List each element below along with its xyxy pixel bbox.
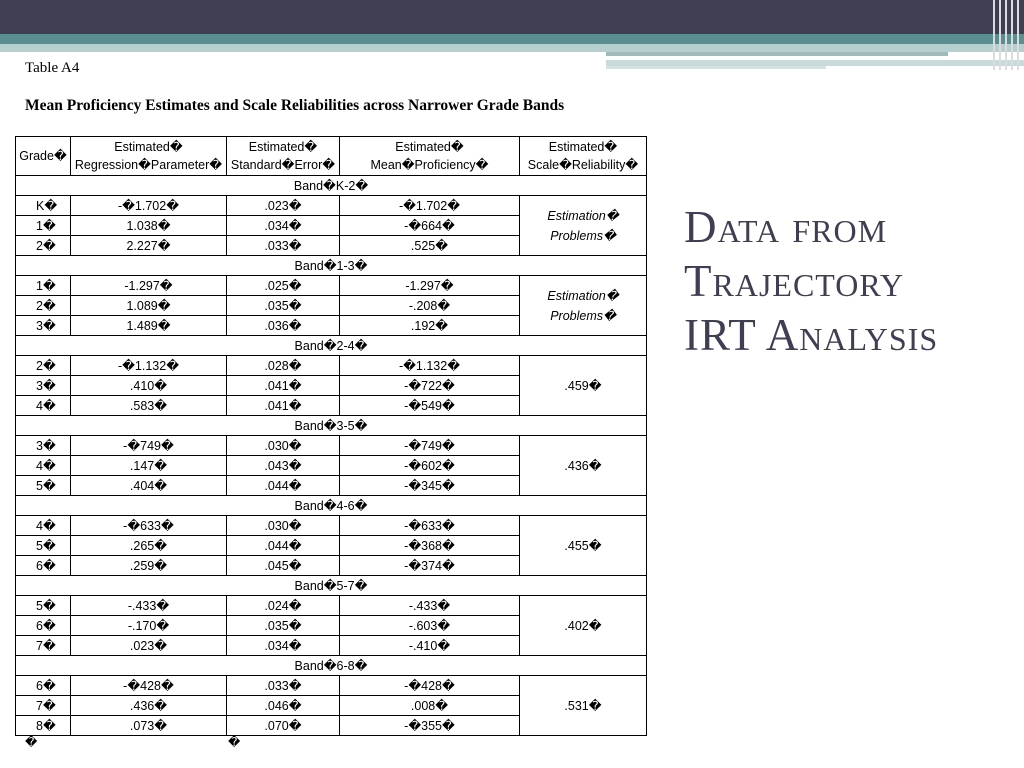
table-row (16, 276, 647, 296)
regression-cell: 1.489� (71, 316, 227, 336)
decor-vline (1005, 0, 1007, 70)
table-row (16, 516, 647, 536)
mean-proficiency-cell: -1.297� (340, 276, 520, 296)
grade-cell: K� (16, 196, 71, 216)
grade-cell: 3� (16, 436, 71, 456)
std-error-cell: .023� (227, 196, 340, 216)
regression-cell: -.433� (71, 596, 227, 616)
std-error-cell: .033� (227, 676, 340, 696)
header-cell: Estimated� Scale�Reliability� (520, 137, 647, 176)
grade-cell: 7� (16, 636, 71, 656)
std-error-cell: .035� (227, 296, 340, 316)
std-error-cell: .046� (227, 696, 340, 716)
reliability-cell: .436� (520, 436, 647, 496)
std-error-cell: .028� (227, 356, 340, 376)
std-error-cell: .034� (227, 216, 340, 236)
mean-proficiency-cell: -�722� (340, 376, 520, 396)
std-error-cell: .041� (227, 396, 340, 416)
regression-cell: .073� (71, 716, 227, 736)
decor-stripe (606, 66, 826, 69)
band-label: Band�2-4� (16, 336, 647, 356)
std-error-cell: .070� (227, 716, 340, 736)
std-error-cell: .041� (227, 376, 340, 396)
regression-cell: .436� (71, 696, 227, 716)
header-cell: Estimated� Standard�Error� (227, 137, 340, 176)
reliability-cell: .402� (520, 596, 647, 656)
regression-cell: -.170� (71, 616, 227, 636)
mean-proficiency-cell: .525� (340, 236, 520, 256)
grade-cell: 3� (16, 316, 71, 336)
table-row (16, 436, 647, 456)
band-label: Band�1-3� (16, 256, 647, 276)
regression-cell: .583� (71, 396, 227, 416)
header-light-stripe (0, 44, 1024, 52)
regression-cell: -�1.132� (71, 356, 227, 376)
grade-cell: 4� (16, 516, 71, 536)
mean-proficiency-cell: -�1.132� (340, 356, 520, 376)
band-label: Band�5-7� (16, 576, 647, 596)
mean-proficiency-cell: -.603� (340, 616, 520, 636)
grade-cell: 6� (16, 616, 71, 636)
reliability-cell: Estimation� Problems� (520, 196, 647, 256)
grade-cell: 6� (16, 676, 71, 696)
slide-title (684, 200, 1004, 362)
std-error-cell: .035� (227, 616, 340, 636)
grade-cell: 5� (16, 476, 71, 496)
regression-cell: .404� (71, 476, 227, 496)
std-error-cell: .024� (227, 596, 340, 616)
mean-proficiency-cell: .192� (340, 316, 520, 336)
mean-proficiency-cell: -.208� (340, 296, 520, 316)
band-row (16, 176, 647, 196)
regression-cell: -�1.702� (71, 196, 227, 216)
mean-proficiency-cell: -�749� (340, 436, 520, 456)
reliability-cell: Estimation� Problems� (520, 276, 647, 336)
band-label: Band�K-2� (16, 176, 647, 196)
std-error-cell: .034� (227, 636, 340, 656)
grade-cell: 4� (16, 456, 71, 476)
std-error-cell: .033� (227, 236, 340, 256)
footer-mark: � (228, 735, 241, 749)
regression-cell: .023� (71, 636, 227, 656)
mean-proficiency-cell: -�428� (340, 676, 520, 696)
std-error-cell: .036� (227, 316, 340, 336)
decor-stripe (606, 52, 948, 56)
regression-cell: .410� (71, 376, 227, 396)
regression-cell: 1.038� (71, 216, 227, 236)
mean-proficiency-cell: -�368� (340, 536, 520, 556)
mean-proficiency-cell: -�602� (340, 456, 520, 476)
regression-cell: 1.089� (71, 296, 227, 316)
std-error-cell: .044� (227, 536, 340, 556)
grade-cell: 2� (16, 356, 71, 376)
header-cell: Estimated� Regression�Parameter� (71, 137, 227, 176)
grade-cell: 4� (16, 396, 71, 416)
regression-cell: 2.227� (71, 236, 227, 256)
reliability-cell: .459� (520, 356, 647, 416)
header-accent-stripe (0, 34, 1024, 44)
mean-proficiency-cell: .008� (340, 696, 520, 716)
band-label: Band�4-6� (16, 496, 647, 516)
mean-proficiency-cell: -�549� (340, 396, 520, 416)
header-cell: Estimated� Mean�Proficiency� (340, 137, 520, 176)
grade-cell: 5� (16, 596, 71, 616)
table-caption: Table A4 (25, 60, 80, 76)
slide-title-line: Data from (684, 202, 888, 252)
regression-cell: -�428� (71, 676, 227, 696)
mean-proficiency-cell: -�355� (340, 716, 520, 736)
mean-proficiency-cell: -�1.702� (340, 196, 520, 216)
std-error-cell: .043� (227, 456, 340, 476)
grade-cell: 5� (16, 536, 71, 556)
band-row (16, 656, 647, 676)
decor-vline (999, 0, 1001, 70)
grade-cell: 1� (16, 216, 71, 236)
table-row (16, 676, 647, 696)
regression-cell: -�633� (71, 516, 227, 536)
grade-cell: 2� (16, 296, 71, 316)
reliability-cell: .455� (520, 516, 647, 576)
decor-vline (1011, 0, 1013, 70)
table-title: Mean Proficiency Estimates and Scale Reliabilities across Narrower Grade Bands (25, 97, 565, 114)
band-row (16, 576, 647, 596)
decor-vline (993, 0, 995, 70)
grade-cell: 1� (16, 276, 71, 296)
band-label: Band�3-5� (16, 416, 647, 436)
std-error-cell: .030� (227, 516, 340, 536)
regression-cell: -1.297� (71, 276, 227, 296)
slide-title-line: Trajectory (684, 256, 905, 306)
grade-cell: 6� (16, 556, 71, 576)
std-error-cell: .025� (227, 276, 340, 296)
header-cell: Grade� (16, 137, 71, 176)
header-bar (0, 0, 1024, 34)
table-row (16, 356, 647, 376)
slide-title-line: IRT Analysis (684, 310, 939, 360)
band-row (16, 416, 647, 436)
table-row (16, 596, 647, 616)
band-row (16, 256, 647, 276)
std-error-cell: .045� (227, 556, 340, 576)
regression-cell: .147� (71, 456, 227, 476)
regression-cell: .259� (71, 556, 227, 576)
band-label: Band�6-8� (16, 656, 647, 676)
table-header-row (16, 137, 647, 176)
grade-cell: 2� (16, 236, 71, 256)
band-row (16, 336, 647, 356)
decor-vline (1017, 0, 1019, 70)
reliability-cell: .531� (520, 676, 647, 736)
grade-cell: 3� (16, 376, 71, 396)
mean-proficiency-cell: -�374� (340, 556, 520, 576)
mean-proficiency-cell: -.433� (340, 596, 520, 616)
mean-proficiency-cell: -�345� (340, 476, 520, 496)
mean-proficiency-cell: -�633� (340, 516, 520, 536)
grade-cell: 8� (16, 716, 71, 736)
table-row (16, 196, 647, 216)
mean-proficiency-cell: -.410� (340, 636, 520, 656)
std-error-cell: .044� (227, 476, 340, 496)
std-error-cell: .030� (227, 436, 340, 456)
footer-mark: � (25, 735, 38, 749)
band-row (16, 496, 647, 516)
regression-cell: .265� (71, 536, 227, 556)
regression-cell: -�749� (71, 436, 227, 456)
proficiency-table (15, 136, 647, 736)
grade-cell: 7� (16, 696, 71, 716)
mean-proficiency-cell: -�664� (340, 216, 520, 236)
